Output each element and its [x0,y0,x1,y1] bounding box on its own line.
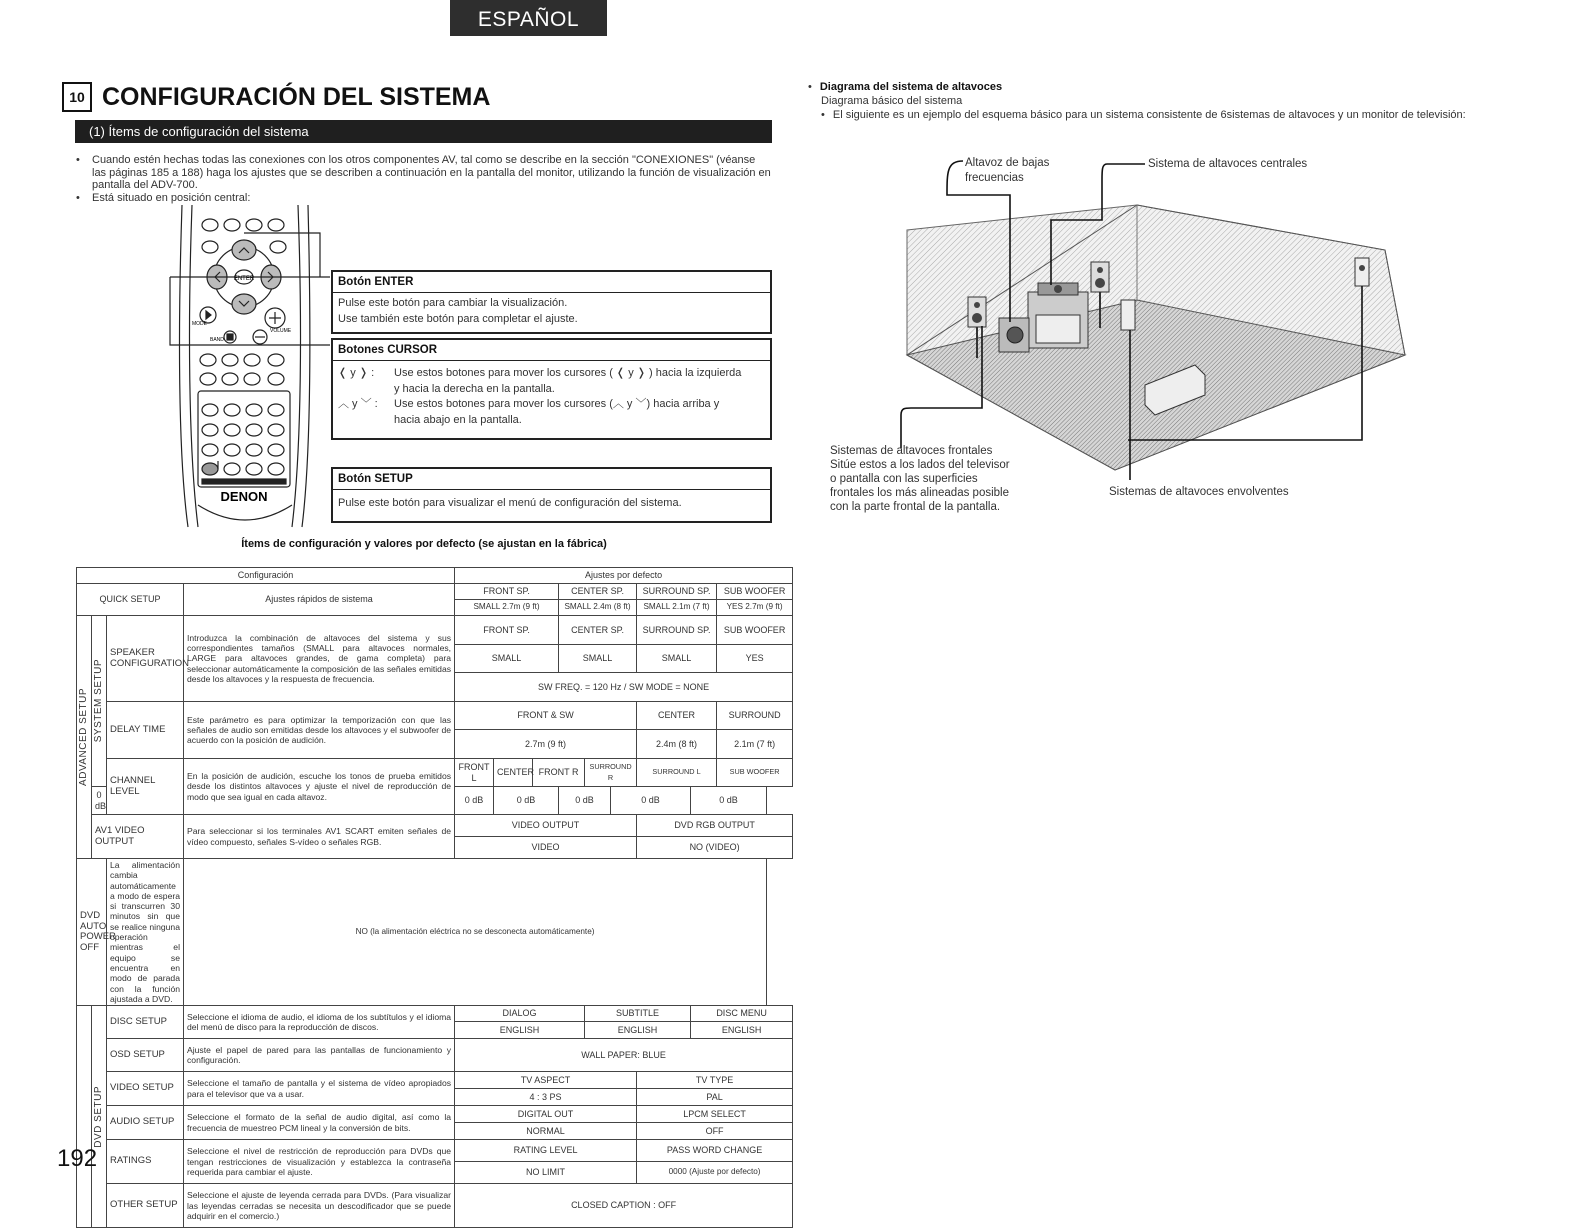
audio-setup-desc: Seleccione el formato de la señal de audio digital, así como la frecuencia de muestreo PCM lineal y la conversión de bits. [184,1106,455,1140]
enter-callout [331,270,772,334]
intro-list [76,154,772,204]
cell: NO (VIDEO) [637,837,793,859]
delay-time-desc: Este parámetro es para optimizar la temporización con que las señales de audio son emitidas desde los altavoces y el subwoofer de acuerdo con la posición de audición. [184,702,455,759]
cell: SURROUND R [585,759,637,787]
cell: 0 dB [559,787,611,815]
section-title [62,82,490,112]
header-configuracion: Configuración [77,568,455,584]
cell: 0 dB [494,787,559,815]
cell: CENTER [637,702,717,730]
cell: ENGLISH [585,1022,691,1039]
ratings-name: RATINGS [107,1140,184,1184]
cell: 2.1m (7 ft) [717,730,793,759]
cell: RATING LEVEL [455,1140,637,1162]
enter-callout-title: Botón ENTER [333,272,770,293]
cell: 0 dB [92,787,107,815]
dvd-auto-power-name: DVD AUTO POWER OFF [77,859,107,1006]
cell: ENGLISH [691,1022,793,1039]
av1-output-name: AV1 VIDEO OUTPUT [92,815,184,859]
speaker-diagram-bullet: El siguiente es un ejemplo del esquema básico para un sistema consistente de 6sistemas de altavoces y un monitor de televisión: [832,109,1466,121]
cell: CLOSED CAPTION : OFF [455,1184,793,1228]
table-row [77,1184,793,1228]
label-front: con la parte frontal de la pantalla. [830,501,1001,513]
cell: DVD RGB OUTPUT [637,815,793,837]
cell: DIGITAL OUT [455,1106,637,1123]
configuration-table [76,567,793,1228]
osd-setup-desc: Ajuste el papel de pared para las pantallas de funcionamiento y configuración. [184,1039,455,1072]
cell: LPCM SELECT [637,1106,793,1123]
av1-output-desc: Para seleccionar si los terminales AV1 SCART emiten señales de vídeo compuesto, señales S-vídeo o señales RGB. [184,815,455,859]
group-system-setup: SYSTEM SETUP [92,616,107,787]
video-setup-name: VIDEO SETUP [107,1072,184,1106]
disc-setup-desc: Seleccione el idioma de audio, el idioma de los subtítulos y el idioma del menú de disco para la reproducción de discos. [184,1006,455,1039]
cell: YES 2.7m (9 ft) [717,600,793,616]
spacer-cell [77,1006,92,1228]
table-row [77,1039,793,1072]
cell: TV ASPECT [455,1072,637,1089]
delay-time-name: DELAY TIME [107,702,184,759]
label-front: Sistemas de altavoces frontales [830,445,993,457]
speaker-room-diagram [825,150,1515,525]
label-surround: Sistemas de altavoces envolventes [1109,486,1289,498]
group-dvd-setup: DVD SETUP [92,1006,107,1228]
section-number: 10 [62,82,92,112]
audio-setup-name: AUDIO SETUP [107,1106,184,1140]
cell: SUB WOOFER [717,584,793,600]
speaker-diagram-intro: • Diagrama del sistema de altavoces Diagrama básico del sistema • El siguiente es un ejemplo del esquema básico para un sistema consistente de 6sistemas de altavoces y un monitor de televisión: [808,80,1508,122]
cell: SUBTITLE [585,1006,691,1022]
cell: SMALL [559,645,637,673]
cursor-callout [331,338,772,440]
table-row [77,759,793,787]
enter-callout-line: Use también este botón para completar el ajuste. [338,312,578,325]
group-advanced-setup: ADVANCED SETUP [77,616,92,859]
setup-callout [331,467,772,523]
cell: 0 dB [455,787,494,815]
remote-control-illustration [170,205,340,530]
cursor-ud-text: Use estos botones para mover los cursores (︿ y ﹀) hacia arriba y [394,398,720,410]
cell: SMALL 2.1m (7 ft) [637,600,717,616]
video-setup-desc: Seleccione el tamaño de pantalla y el sistema de vídeo apropiados para el televisor que va a usar. [184,1072,455,1106]
label-subwoofer: frecuencias [965,172,1024,184]
cell: SMALL 2.7m (9 ft) [455,600,559,616]
cell: 4 : 3 PS [455,1089,637,1106]
quick-setup-name: QUICK SETUP [77,584,184,616]
cell: VIDEO [455,837,637,859]
table-row [77,1140,793,1162]
table-row [77,616,793,645]
ratings-desc: Seleccione el nivel de restricción de reproducción para DVDs que tengan restricciones de visualización y establezca la contraseña requerida para cambiar el ajuste. [184,1140,455,1184]
cell: PASS WORD CHANGE [637,1140,793,1162]
cell: FRONT R [533,759,585,787]
table-row [77,584,793,600]
cell: OFF [637,1123,793,1140]
cursor-lr-text: Use estos botones para mover los cursores ( ❬ y ❭ ) hacia la izquierda [394,367,742,379]
label-front: Sitúe estos a los lados del televisor [830,459,1010,471]
cell: VIDEO OUTPUT [455,815,637,837]
table-row [77,815,793,837]
label-front: frontales los más alineadas posible [830,487,1009,499]
cell: NORMAL [455,1123,637,1140]
channel-level-name: CHANNEL LEVEL [107,759,184,815]
label-front: o pantalla con las superficies [830,473,978,485]
cell: 0 dB [611,787,691,815]
cell: SMALL [637,645,717,673]
cursor-ud-keys: ︿ y ﹀ : [338,398,378,410]
table-row [77,1106,793,1123]
quick-setup-desc: Ajustes rápidos de sistema [184,584,455,616]
cell: FRONT SP. [455,584,559,600]
table-row [77,702,793,730]
other-setup-name: OTHER SETUP [107,1184,184,1228]
cell: PAL [637,1089,793,1106]
page-number: 192 [57,1145,98,1172]
cell: FRONT SP. [455,616,559,645]
table-row [77,1006,793,1022]
cursor-lr-text: y hacia la derecha en la pantalla. [394,382,555,395]
cursor-ud-text: hacia abajo en la pantalla. [394,413,522,426]
cell: NO (la alimentación eléctrica no se desconecta automáticamente) [184,859,767,1006]
cell: FRONT L [455,759,494,787]
table-row [77,859,793,1006]
cursor-lr-keys: ❬ y ❭ : [338,367,375,379]
band-key-label: BAND [210,337,224,343]
cell: SW FREQ. = 120 Hz / SW MODE = NONE [455,673,793,702]
enter-callout-line: Pulse este botón para cambiar la visualización. [338,297,568,309]
table-caption: Ítems de configuración y valores por defecto (se ajustan en la fábrica) [241,538,607,550]
mode-key-label: MODE [192,321,207,327]
cell: CENTER SP. [559,616,637,645]
cell: FRONT & SW [455,702,637,730]
setup-callout-title: Botón SETUP [333,469,770,490]
label-subwoofer: Altavoz de bajas [965,157,1050,169]
disc-setup-name: DISC SETUP [107,1006,184,1039]
subsection-bar: (1) Ítems de configuración del sistema [75,120,772,143]
table-row [77,1072,793,1089]
cell: 0 dB [691,787,767,815]
cell: DIALOG [455,1006,585,1022]
cell: CENTER SP. [559,584,637,600]
cell: WALL PAPER: BLUE [455,1039,793,1072]
enter-key-label: ENTER [233,276,255,282]
cell: NO LIMIT [455,1162,637,1184]
speaker-config-name: SPEAKER CONFIGURATION [107,616,184,702]
section-title-text: CONFIGURACIÓN DEL SISTEMA [102,82,491,111]
cell: SURROUND L [637,759,717,787]
cell: ENGLISH [455,1022,585,1039]
cell: YES [717,645,793,673]
cell: 2.7m (9 ft) [455,730,637,759]
channel-level-desc: En la posición de audición, escuche los tonos de prueba emitidos desde los distintos altavoces y ajuste el nivel de reproducción de modo que sea igual en cada altavoz. [184,759,455,815]
speaker-diagram-heading: Diagrama del sistema de altavoces [819,81,1003,93]
cell: SMALL [455,645,559,673]
cell: SURROUND SP. [637,584,717,600]
cell: SURROUND [717,702,793,730]
header-ajustes: Ajustes por defecto [455,568,793,584]
label-center: Sistema de altavoces centrales [1148,158,1308,170]
setup-callout-line: Pulse este botón para visualizar el menú de configuración del sistema. [338,497,682,509]
cell: TV TYPE [637,1072,793,1089]
cell: SURROUND SP. [637,616,717,645]
cell: SUB WOOFER [717,759,793,787]
intro-item: • Cuando estén hechas todas las conexiones con los otros componentes AV, tal como se describe en la sección "CONEXIONES" (véanse las páginas 185 a 188) haga los ajustes que se describen a continuación en la pantalla del monitor, utilizando la función de visualización en pantalla del ADV-700. [76,154,772,192]
speaker-diagram-subheading: Diagrama básico del sistema [821,95,963,107]
language-tab: ESPAÑOL [450,0,607,36]
other-setup-desc: Seleccione el ajuste de leyenda cerrada para DVDs. (Para visualizar las leyendas cerradas se necesita un descodificador que se puede adquirir en el comercio.) [184,1184,455,1228]
speaker-config-desc: Introduzca la combinación de altavoces del sistema y sus correspondientes tamaños (SMALL para altavoces normales, LARGE para altavoces grandes, de gama completa) para seleccionar automáticamente la composición de las señales emitidas desde los altavoces y la respuesta de frecuencia. [184,616,455,702]
cell: SMALL 2.4m (8 ft) [559,600,637,616]
dvd-auto-power-desc: La alimentación cambia automáticamente a modo de espera si transcurren 30 minutos sin que se realice ninguna operación mientras el equipo se encuentra en modo de parada con la función ajustada a DVD. [107,859,184,1006]
cell: DISC MENU [691,1006,793,1022]
cell: 0000 (Ajuste por defecto) [637,1162,793,1184]
cell: CENTER [494,759,533,787]
cell: 2.4m (8 ft) [637,730,717,759]
denon-logo: DENON [220,489,268,504]
osd-setup-name: OSD SETUP [107,1039,184,1072]
volume-key-label: VOLUME [270,328,292,334]
intro-item: • Está situado en posición central: [76,192,772,205]
cursor-callout-title: Botones CURSOR [333,340,770,361]
cell: SUB WOOFER [717,616,793,645]
table-row [77,568,793,584]
